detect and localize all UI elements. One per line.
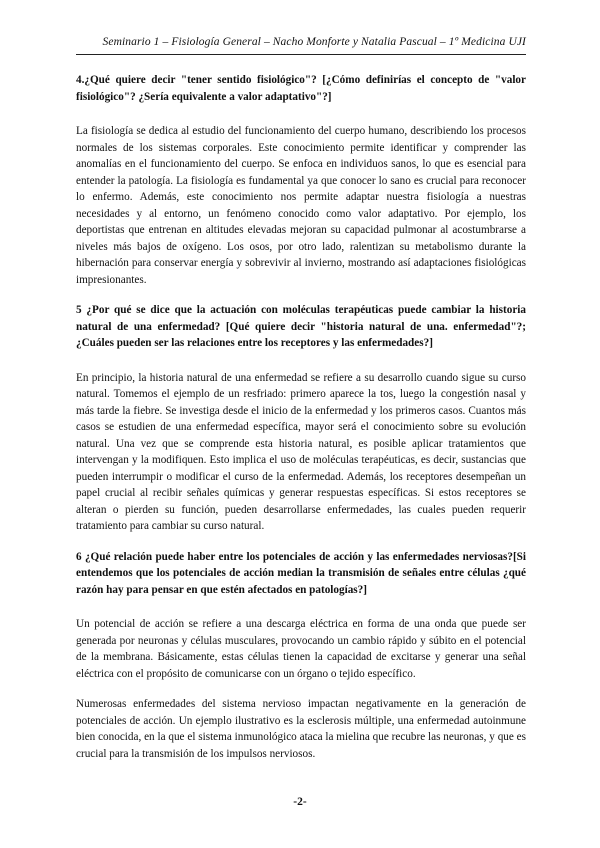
- answer-paragraph: Numerosas enfermedades del sistema nervioso impactan negativamente en la generación de potenciales de acción. Un ejemplo ilustrativo es la esclerosis múltiple, una enfermedad autoinmune bien conocida, en la que el sistema inmunológico ataca la mielina que recubre las neuronas, y que es crucial para la transmisión de los impulsos nerviosos.: [76, 698, 526, 760]
- running-header: Seminario 1 – Fisiología General – Nacho Monforte y Natalia Pascual – 1º Medicina UJI: [102, 36, 526, 48]
- section-5: [76, 302, 526, 535]
- question-heading: 6 ¿Qué relación puede haber entre los potenciales de acción y las enfermedades nerviosas?[Si entendemos que los potenciales de acción median la transmisión de señales entre células ¿qué razón hay para pensar en que estén afectados en patologías?]: [76, 550, 526, 596]
- section-4: [76, 72, 526, 288]
- answer-paragraph: En principio, la historia natural de una enfermedad se refiere a su desarrollo cuando sigue su curso natural. Tomemos el ejemplo de un resfriado: primero aparece la tos, luego la congestión nasal y más tarde la fiebre. Se investiga desde el inicio de la enfermedad y los primeros casos. Cuantos más casos se estudien de una enfermedad específica, mayor será el conocimiento sobre su evolución natural. Una vez que se comprende esta historia natural, es posible aplicar tratamientos que intervengan y la modifiquen. Esto implica el uso de moléculas terapéuticas, es decir, sustancias que pueden interrumpir o modificar el curso de la enfermedad. Además, los receptores desempeñan un papel crucial al recibir señales químicas y generar respuestas específicas. Si estos receptores se alteran o pierden su función, pueden desarrollarse enfermedades, las cuales pueden requerir tratamiento para cambiar su curso natural.: [76, 371, 526, 532]
- page-number: -2-: [293, 796, 307, 808]
- question-heading: 4.¿Qué quiere decir "tener sentido fisiológico"? [¿Cómo definirías el concepto de "valor fisiológico"? ¿Sería equivalente a valor adaptativo"?]: [76, 74, 526, 103]
- answer-paragraph: La fisiología se dedica al estudio del funcionamiento del cuerpo humano, describiendo los procesos normales de los sistemas corporales. Este conocimiento permite identificar y comprender las anomalías en el funcionamiento del cuerpo. Se enfoca en individuos sanos, lo que es esencial para entender la patología. La fisiología es fundamental ya que conocer lo sano es crucial para reconocer lo enfermo. Además, este conocimiento nos permite adaptar nuestra fisiología a nuestras necesidades y al entorno, un fenómeno conocido como valor adaptativo. Por ejemplo, los deportistas que entrenan en altitudes elevadas mejoran su capacidad pulmonar al acostumbrarse a niveles más bajos de oxígeno. Los osos, por otro lado, ralentizan su metabolismo durante la hibernación para conservar energía y sobrevivir al invierno, mostrando así adaptaciones fisiológicas impresionantes.: [76, 125, 526, 286]
- document-body: [76, 72, 526, 776]
- question-heading: 5 ¿Por qué se dice que la actuación con moléculas terapéuticas puede cambiar la historia natural de una enfermedad? [Qué quiere decir "historia natural de una. enfermedad"?; ¿Cuáles pueden ser las relaciones entre los receptores y las enfermedades?]: [76, 304, 526, 349]
- header-divider: [76, 54, 526, 55]
- section-6: [76, 549, 526, 763]
- answer-paragraph: Un potencial de acción se refiere a una descarga eléctrica en forma de una onda que puede ser generada por neuronas y células musculares, provocando un cambio rápido y súbito en el potencial de la membrana. Básicamente, estas células tienen la capacidad de excitarse y generar una señal eléctrica con el propósito de comunicarse con un órgano o tejido específico.: [76, 618, 526, 680]
